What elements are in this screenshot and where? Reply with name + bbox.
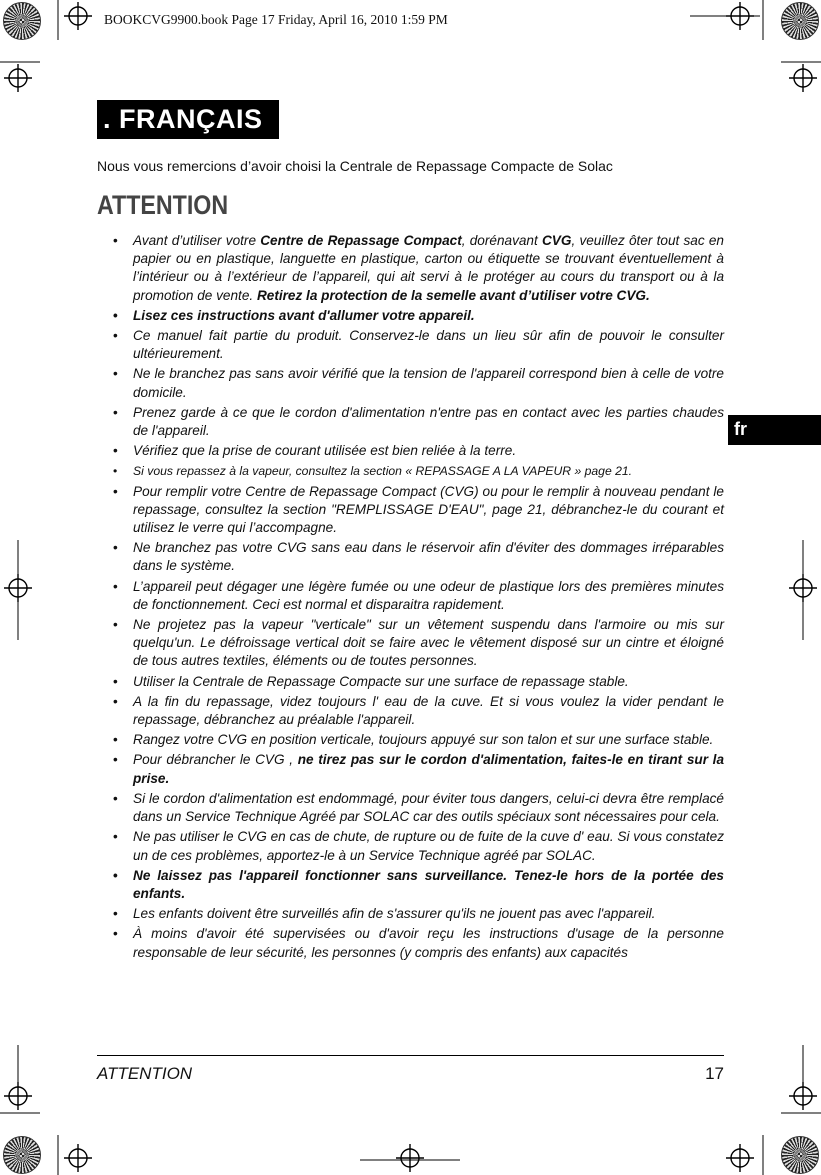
attention-heading: ATTENTION: [97, 190, 229, 220]
list-item: • Ne projetez pas la vapeur "verticale" sur un vêtement suspendu dans l'armoire ou mis sur quelqu'un. Le défroissage vertical doit se faire avec le vêtement disposé sur un cintre et éloigné de tous autres textiles, éléments ou de toutes personnes.: [110, 616, 724, 671]
section-title: . FRANÇAIS: [97, 100, 279, 139]
list-item: • À moins d'avoir été supervisées ou d'avoir reçu les instructions d'usage de la personne responsable de leur sécurité, les personnes (y compris des enfants) aux capacités: [110, 925, 724, 961]
list-item: • Pour remplir votre Centre de Repassage Compact (CVG) ou pour le remplir à nouveau pendant le repassage, consultez la section "REMPLISSAGE D'EAU", page 21, débranchez-le du courant et utilisez le verre qui l’accompagne.: [110, 483, 724, 538]
language-tab: fr: [728, 415, 821, 445]
list-item: • Si le cordon d'alimentation est endommagé, pour éviter tous dangers, celui-ci devra être remplacé dans un Service Technique Agréé par SOLAC car des outils spéciaux sont nécessaires pour cela.: [110, 790, 724, 826]
list-item: • Avant d’utiliser votre Centre de Repassage Compact, dorénavant CVG, veuillez ôter tout sac en papier ou en plastique, languette en plastique, carton ou étiquette se trouvant éventuellement à l’intérieur ou à l’extérieur de l’appareil, qui ait servi à le protéger au cours du transport ou à la promotion de vente. Retirez la protection de la semelle avant d’utiliser votre CVG.: [110, 232, 724, 305]
list-item: • Ne pas utiliser le CVG en cas de chute, de rupture ou de fuite de la cuve d' eau. Si vous constatez un de ces problèmes, apportez-le à un Service Technique agréé par SOLAC.: [110, 828, 724, 864]
list-item: • Rangez votre CVG en position verticale, toujours appuyé sur son talon et sur une surface stable.: [110, 731, 724, 749]
list-item: • Les enfants doivent être surveillés afin de s'assurer qu'ils ne jouent pas avec l'appareil.: [110, 905, 724, 923]
list-item: • Pour débrancher le CVG , ne tirez pas sur le cordon d'alimentation, faites-le en tirant sur la prise.: [110, 751, 724, 787]
list-item: • Prenez garde à ce que le cordon d'alimentation n'entre pas en contact avec les parties chaudes de l'appareil.: [110, 404, 724, 440]
list-item: • Vérifiez que la prise de courant utilisée est bien reliée à la terre.: [110, 442, 724, 460]
print-header-info: BOOKCVG9900.book Page 17 Friday, April 16, 2010 1:59 PM: [104, 12, 448, 27]
list-item: • Ne laissez pas l'appareil fonctionner sans surveillance. Tenez-le hors de la portée des enfants.: [110, 867, 724, 903]
safety-instructions-list: [110, 232, 724, 964]
page-number: 17: [705, 1064, 724, 1083]
footer-section-label: ATTENTION: [97, 1064, 193, 1083]
list-item: • Utiliser la Centrale de Repassage Compacte sur une surface de repassage stable.: [110, 673, 724, 691]
list-item: • Ne le branchez pas sans avoir vérifié que la tension de l'appareil correspond bien à celle de votre domicile.: [110, 365, 724, 401]
list-item: • Ce manuel fait partie du produit. Conservez-le dans un lieu sûr afin de pouvoir le consulter ultérieurement.: [110, 327, 724, 363]
list-item: • L’appareil peut dégager une légère fumée ou une odeur de plastique lors des premières minutes de fonctionnement. Ceci est normal et disparaitra rapidement.: [110, 578, 724, 614]
list-item: • Ne branchez pas votre CVG sans eau dans le réservoir afin d'éviter des dommages irréparables dans le système.: [110, 539, 724, 575]
list-item: • Si vous repassez à la vapeur, consultez la section « REPASSAGE A LA VAPEUR » page 21.: [110, 462, 724, 480]
list-item: • A la fin du repassage, videz toujours l' eau de la cuve. Et si vous voulez la vider pendant le repassage, débranchez au préalable l'appareil.: [110, 693, 724, 729]
footer-divider: [97, 1055, 724, 1056]
intro-text: Nous vous remercions d’avoir choisi la Centrale de Repassage Compacte de Solac: [97, 158, 613, 174]
list-item: • Lisez ces instructions avant d'allumer votre appareil.: [110, 307, 724, 325]
